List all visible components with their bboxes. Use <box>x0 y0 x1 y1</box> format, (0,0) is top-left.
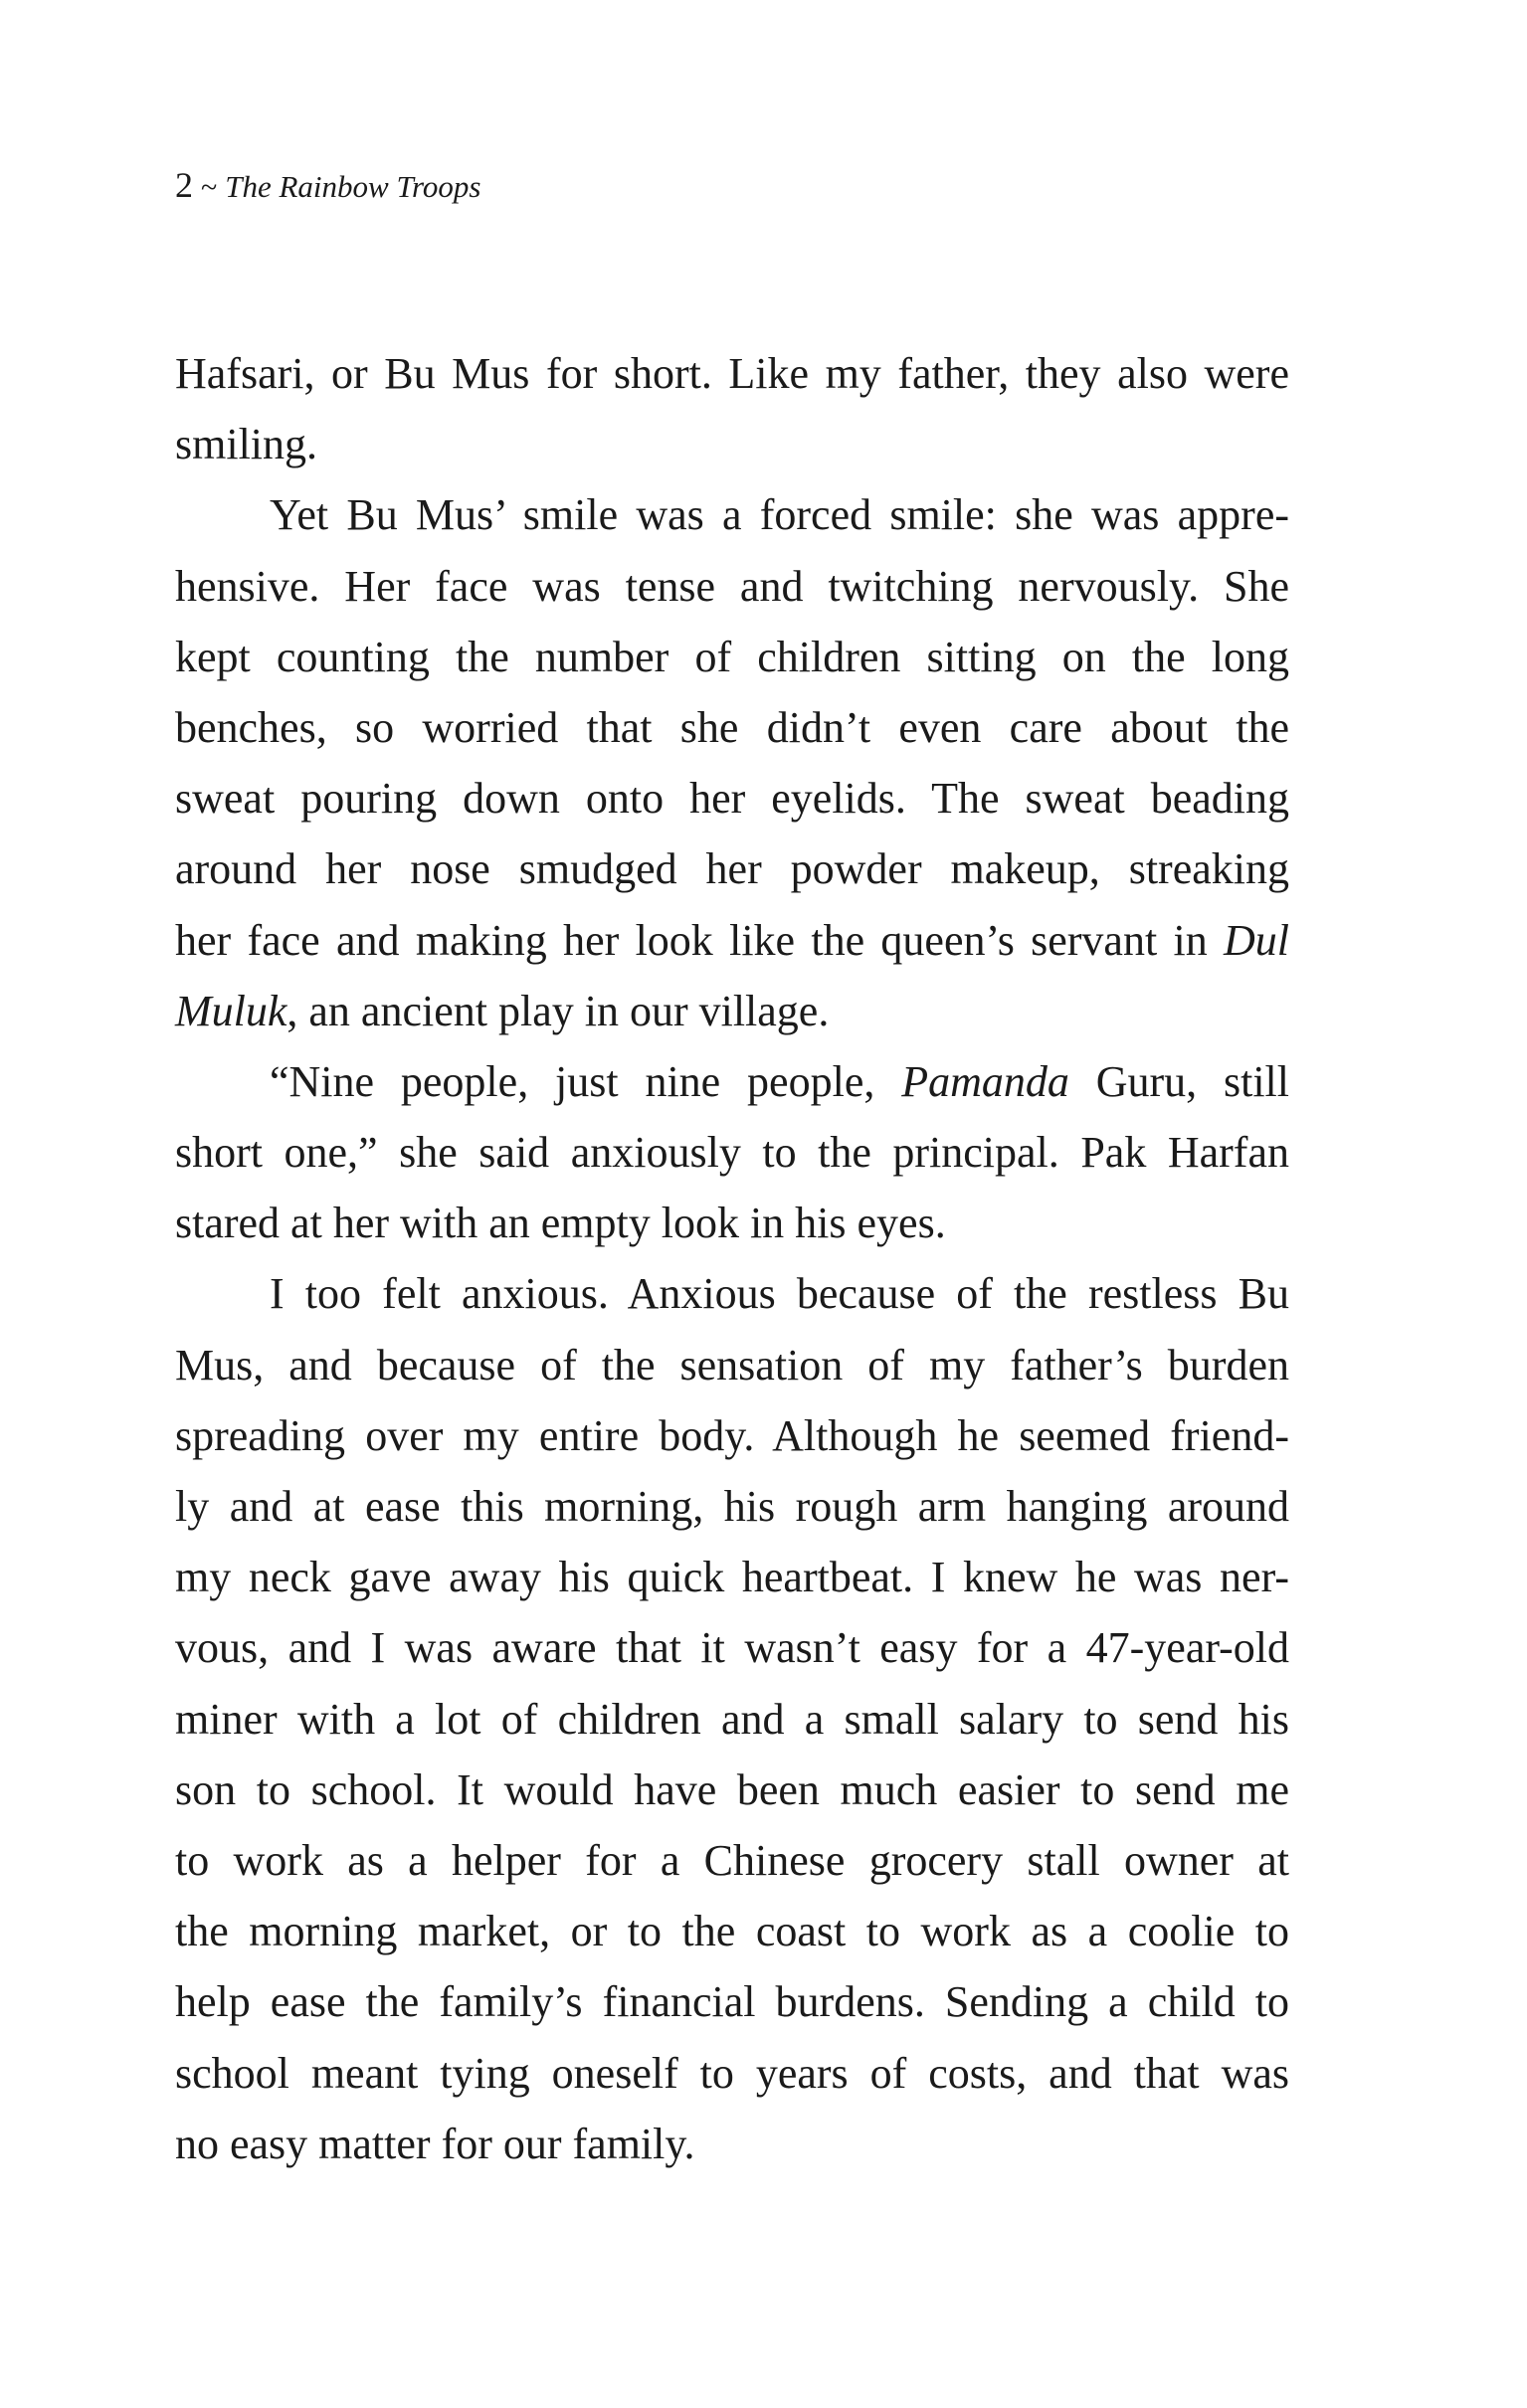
text-line <box>175 1400 1289 1471</box>
text-line <box>175 1612 1289 1683</box>
text-line <box>175 1330 1289 1400</box>
italic-text: Dul <box>1224 915 1289 965</box>
text-segment: I too felt anxious. Anxious because of the restless Bu <box>270 1269 1289 1319</box>
text-segment: ly and at ease this morning, his rough arm hanging around <box>175 1482 1289 1531</box>
page-number: 2 <box>175 165 193 205</box>
text-segment: , an ancient play in our village. <box>286 986 830 1035</box>
text-line <box>175 551 1289 622</box>
text-line <box>175 1825 1289 1896</box>
text-line <box>175 1188 1289 1258</box>
text-segment: son to school. It would have been much easier to send me <box>175 1764 1289 1814</box>
text-line <box>175 763 1289 834</box>
text-line <box>175 1258 1289 1329</box>
text-line <box>175 338 1289 409</box>
running-head <box>175 167 480 203</box>
text-line <box>175 1542 1289 1612</box>
text-line <box>175 1966 1289 2037</box>
text-segment: to work as a helper for a Chinese grocery stall owner at <box>175 1835 1289 1885</box>
text-segment: kept counting the number of children sitting on the long <box>175 632 1289 681</box>
text-line <box>175 976 1289 1046</box>
text-segment: help ease the family’s financial burdens. Sending a child to <box>175 1977 1289 2027</box>
text-segment: sweat pouring down onto her eyelids. The sweat beading <box>175 774 1289 824</box>
text-segment: vous, and I was aware that it wasn’t easy for a 47-year-old <box>175 1623 1289 1673</box>
text-segment: spreading over my entire body. Although he seemed friend- <box>175 1410 1289 1460</box>
text-line <box>175 479 1289 550</box>
text-line <box>175 2038 1289 2109</box>
text-segment: Hafsari, or Bu Mus for short. Like my father, they also were <box>175 349 1289 398</box>
text-segment: her face and making her look like the queen’s servant in <box>175 915 1224 965</box>
text-line <box>175 1896 1289 1966</box>
text-line <box>175 1046 1289 1117</box>
text-segment: my neck gave away his quick heartbeat. I knew he was ner- <box>175 1553 1289 1602</box>
text-line <box>175 1117 1289 1188</box>
text-segment: school meant tying oneself to years of costs, and that was <box>175 2048 1289 2098</box>
text-segment: hensive. Her face was tense and twitching nervously. She <box>175 561 1289 611</box>
text-line <box>175 2109 1289 2179</box>
text-segment: the morning market, or to the coast to work as a coolie to <box>175 1907 1289 1956</box>
header-separator: ~ <box>201 171 218 204</box>
text-line <box>175 834 1289 904</box>
text-line <box>175 1755 1289 1825</box>
text-segment: around her nose smudged her powder makeup, streaking <box>175 844 1289 894</box>
text-segment: no easy matter for our family. <box>175 2119 695 2168</box>
text-line <box>175 409 1289 479</box>
italic-text: Pamanda <box>901 1056 1069 1106</box>
text-segment: Mus, and because of the sensation of my father’s burden <box>175 1340 1289 1389</box>
text-line <box>175 1684 1289 1755</box>
text-segment: short one,” she said anxiously to the principal. Pak Harfan <box>175 1128 1289 1178</box>
text-segment: smiling. <box>175 420 318 469</box>
italic-text: Muluk <box>175 986 287 1035</box>
body-text <box>175 338 1289 2179</box>
book-title: The Rainbow Troops <box>225 169 481 204</box>
text-line <box>175 692 1289 763</box>
text-line <box>175 622 1289 692</box>
text-segment: “Nine people, just nine people, <box>270 1056 902 1106</box>
text-segment: benches, so worried that she didn’t even care about the <box>175 702 1289 752</box>
text-segment: miner with a lot of children and a small salary to send his <box>175 1694 1289 1744</box>
text-line <box>175 905 1289 976</box>
text-segment: Guru, still <box>1068 1056 1290 1106</box>
text-segment: stared at her with an empty look in his eyes. <box>175 1199 946 1248</box>
text-line <box>175 1471 1289 1542</box>
text-segment: Yet Bu Mus’ smile was a forced smile: she was appre- <box>270 490 1289 540</box>
